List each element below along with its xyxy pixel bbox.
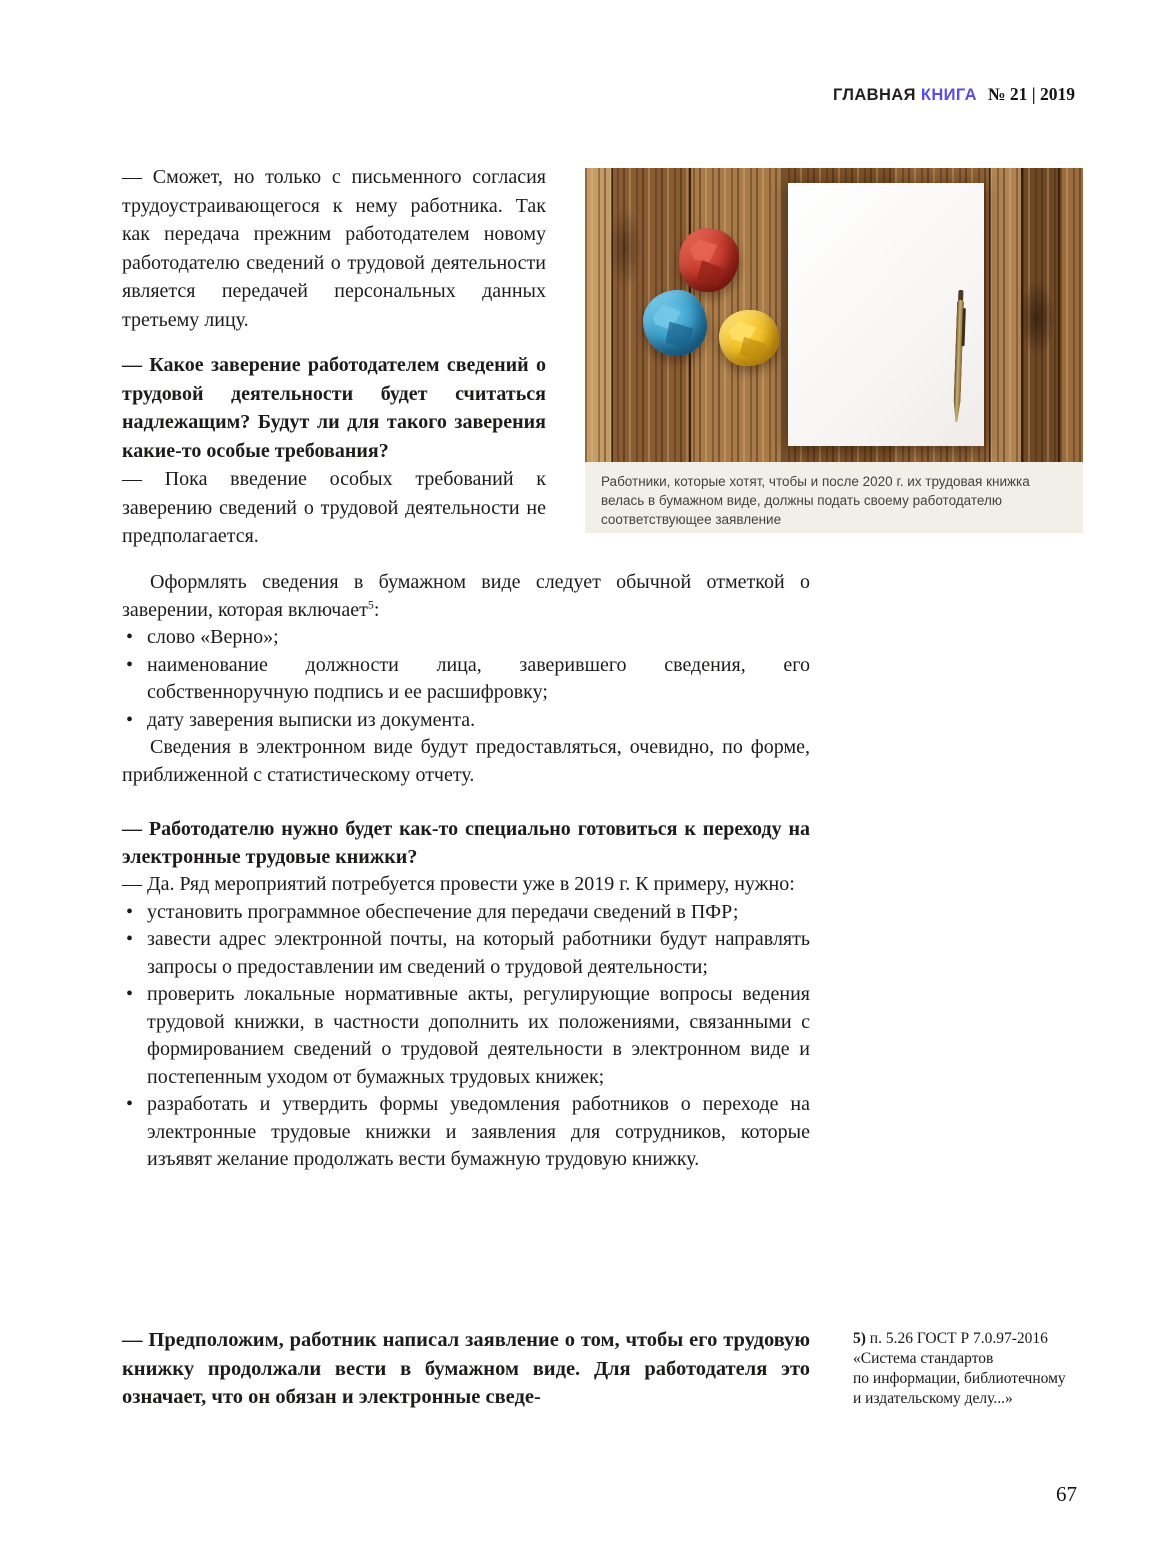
magazine-title: [833, 86, 977, 104]
article-photo-wood-desk: [585, 168, 1083, 462]
body-paragraph: Сведения в электронном виде будут предоставляться, очевидно, по форме, приближенной с статистическому отчету.: [122, 736, 810, 786]
footnote-line: «Система стандартов: [853, 1350, 994, 1367]
footnote-line: по информации, библиотечному: [853, 1370, 1066, 1387]
list-item: • слово «Верно»;: [122, 624, 810, 652]
answer-paragraph: — Да. Ряд мероприятий потребуется провести уже в 2019 г. К примеру, нужно:: [122, 873, 795, 895]
photo-caption: Работники, которые хотят, чтобы и после 2020 г. их трудовая книжка велась в бумажном виде, должны подать своему работодателю соответствующее заявление: [585, 462, 1083, 533]
question-paragraph: — Работодателю нужно будет как-то специально готовиться к переходу на электронные трудовые книжки?: [122, 818, 810, 868]
bullet-list-certification: [122, 624, 810, 734]
crumpled-paper-red: [679, 228, 739, 292]
crumpled-paper-blue: [643, 290, 707, 356]
list-item: • установить программное обеспечение для передачи сведений в ПФР;: [122, 899, 810, 927]
answer-paragraph: — Пока введение особых требований к заверению сведений о трудовой деятельности не предполагается.: [122, 468, 546, 547]
question-paragraph: — Какое заверение работодателем сведений о трудовой деятельности будет считаться надлежащим? Будут ли для такого заверения какие-то особые требования?: [122, 354, 546, 462]
issue-number: № 21 | 2019: [987, 84, 1075, 104]
magazine-title-accent: КНИГА: [920, 86, 977, 104]
list-item: • завести адрес электронной почты, на который работники будут направлять запросы о предоставлении им сведений о трудовой деятельности;: [122, 926, 810, 981]
footnote-line: [853, 1329, 1075, 1349]
text-column-wide-1: [122, 569, 810, 789]
pen-clip: [962, 308, 966, 346]
footnote-text: п. 5.26 ГОСТ Р 7.0.97-2016: [869, 1330, 1048, 1347]
page-header: [833, 84, 1075, 105]
list-item: • проверить локальные нормативные акты, регулирующие вопросы ведения трудовой книжки, в частности дополнить их положениями, связанными с формированием сведений о трудовой деятельности в электронном виде и постепенным уходом от бумажных трудовых книжек;: [122, 981, 810, 1091]
crumpled-paper-yellow: [719, 310, 779, 366]
margin-footnote: [853, 1329, 1075, 1409]
list-item: • дату заверения выписки из документа.: [122, 707, 810, 735]
list-item: • наименование должности лица, заверившего сведения, его собственноручную подпись и ее расшифровку;: [122, 652, 810, 707]
answer-paragraph: — Сможет, но только с письменного согласия трудоустраивающегося к нему работника. Так как передача прежним работодателем новому работодателю сведений о трудовой деятельности является передачей персональных данных третьему лицу.: [122, 166, 546, 331]
body-text: Оформлять сведения в бумажном виде следует обычной отметкой о заверении, которая включает: [122, 571, 810, 621]
page-number: 67: [1056, 1482, 1077, 1506]
text-column-wide-2: [122, 816, 810, 1174]
magazine-title-black: ГЛАВНАЯ: [833, 86, 916, 104]
footnote-reference: 5: [367, 596, 374, 611]
bullet-list-preparation: [122, 899, 810, 1174]
list-item: • разработать и утвердить формы уведомления работников о переходе на электронные трудовые книжки и заявления для сотрудников, которые изъявят желание продолжать вести бумажную трудовую книжку.: [122, 1091, 810, 1174]
footnote-marker: 5): [853, 1330, 870, 1347]
body-paragraph: [122, 569, 810, 624]
footnote-line: и издательскому делу...»: [853, 1390, 1013, 1407]
text-column-narrow: [122, 163, 546, 551]
body-text: :: [373, 598, 380, 621]
question-paragraph-bottom: — Предположим, работник написал заявление о том, чтобы его трудовую книжку продолжали вести в бумажном виде. Для работодателя это означает, что он обязан и электронные сведе-: [122, 1329, 810, 1408]
